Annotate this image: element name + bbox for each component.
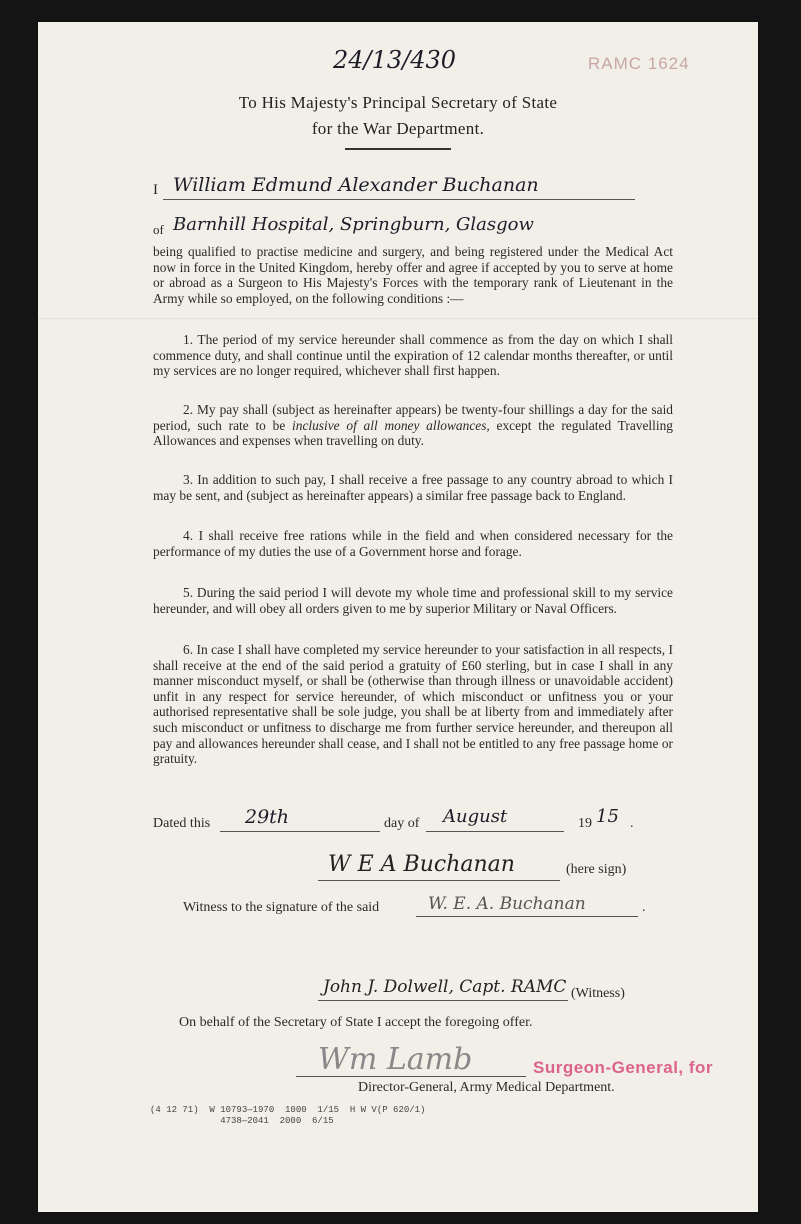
address-line-2: for the War Department. — [311, 119, 485, 138]
applicant-name: William Edmund Alexander Buchanan — [173, 174, 539, 196]
acceptance-text: On behalf of the Secretary of State I accept the foregoing offer. — [179, 1015, 533, 1030]
condition-1: 1. The period of my service hereunder shall commence as from the day on which I shall commence duty, and shall continue until the expiration of 12 calendar months thereafter, or until my services are no longer required, whichever shall first happen. — [153, 332, 673, 379]
applicant-signature-line — [318, 880, 560, 881]
year-prefix: 19 — [578, 816, 592, 831]
day-of-label: day of — [384, 816, 420, 831]
month-line — [426, 831, 564, 832]
dated-year: 15 — [596, 806, 619, 827]
dated-month: August — [443, 806, 508, 827]
witness-end: . — [642, 900, 646, 915]
document-page — [38, 22, 758, 1212]
of-label: of — [153, 222, 164, 237]
applicant-signature: W E A Buchanan — [328, 852, 515, 877]
surgeon-general-stamp: Surgeon-General, for — [533, 1058, 714, 1077]
print-code-line-1: (4 12 71) W 10793—1970 1000 1/15 H W V(P 620/1) — [150, 1105, 426, 1115]
dated-this-label: Dated this — [153, 816, 211, 831]
official-signature: Wm Lamb — [318, 1042, 473, 1077]
witness-signature: John J. Dolwell, Capt. RAMC — [323, 977, 567, 997]
witnessed-name: W. E. A. Buchanan — [428, 894, 586, 914]
name-line — [163, 199, 635, 200]
fold-crease — [38, 318, 758, 319]
director-general-title: Director-General, Army Medical Department. — [358, 1080, 615, 1095]
here-sign-label: (here sign) — [566, 862, 627, 877]
witness-name-line — [416, 916, 638, 917]
address-line-1: To His Majesty's Principal Secretary of State — [238, 93, 558, 112]
witness-label: Witness to the signature of the said — [183, 900, 380, 915]
condition-2-emphasis: inclusive of all money allowances, — [292, 417, 490, 433]
condition-5: 5. During the said period I will devote my whole time and professional skill to my service hereunder, and will obey all orders given to me by superior Military or Naval Officers. — [153, 585, 673, 616]
archive-reference: RAMC 1624 — [588, 54, 690, 73]
condition-6: 6. In case I shall have completed my service hereunder to your satisfaction in all respects, I shall receive at the end of the said period a gratuity of £60 sterling, but in case I shall in any manner misconduct myself, or shall be (otherwise than through illness or unavoidable accident) unfit in any respect for service hereunder, of which misconduct or unfitness you or your authorised representative shall be sole judge, you shall be at liberty from and immediately after such misconduct or unfitness to discharge me from further service hereunder, and thereupon all pay and allowances hereunder shall cease, and I shall not be entitled to any free passage home or gratuity. — [153, 642, 673, 767]
title-rule — [345, 148, 451, 150]
condition-3: 3. In addition to such pay, I shall receive a free passage to any country abroad to which I may be sent, and (subject as hereinafter appears) a similar free passage back to England. — [153, 472, 673, 503]
witness-label-2: (Witness) — [571, 986, 625, 1001]
condition-4: 4. I shall receive free rations while in the field and when considered necessary for the performance of my duties the use of a Government horse and forage. — [153, 528, 673, 559]
dated-end: . — [630, 816, 634, 831]
dated-day: 29th — [245, 806, 290, 828]
day-line — [220, 831, 380, 832]
print-code-line-2: 4738—2041 2000 6/15 — [150, 1116, 334, 1126]
witness-signature-line — [318, 1000, 568, 1001]
intro-paragraph: being qualified to practise medicine and surgery, and being registered under the Medical Act now in force in the United Kingdom, hereby offer and agree if accepted by you to serve at home or abroad as a Surgeon to His Majesty's Forces with the temporary rank of Lieutenant in the Army while so employed, on the following conditions :— — [153, 244, 673, 306]
condition-2: 2. My pay shall (subject as hereinafter appears) be twenty-four shillings a day for the said period, such rate to be inclusive of all money allowances, except the regulated Travelling Allowances and expenses when travelling on duty. — [153, 402, 673, 449]
applicant-address: Barnhill Hospital, Springburn, Glasgow — [173, 214, 534, 235]
i-label: I — [153, 182, 158, 198]
reference-number: 24/13/430 — [333, 46, 457, 74]
